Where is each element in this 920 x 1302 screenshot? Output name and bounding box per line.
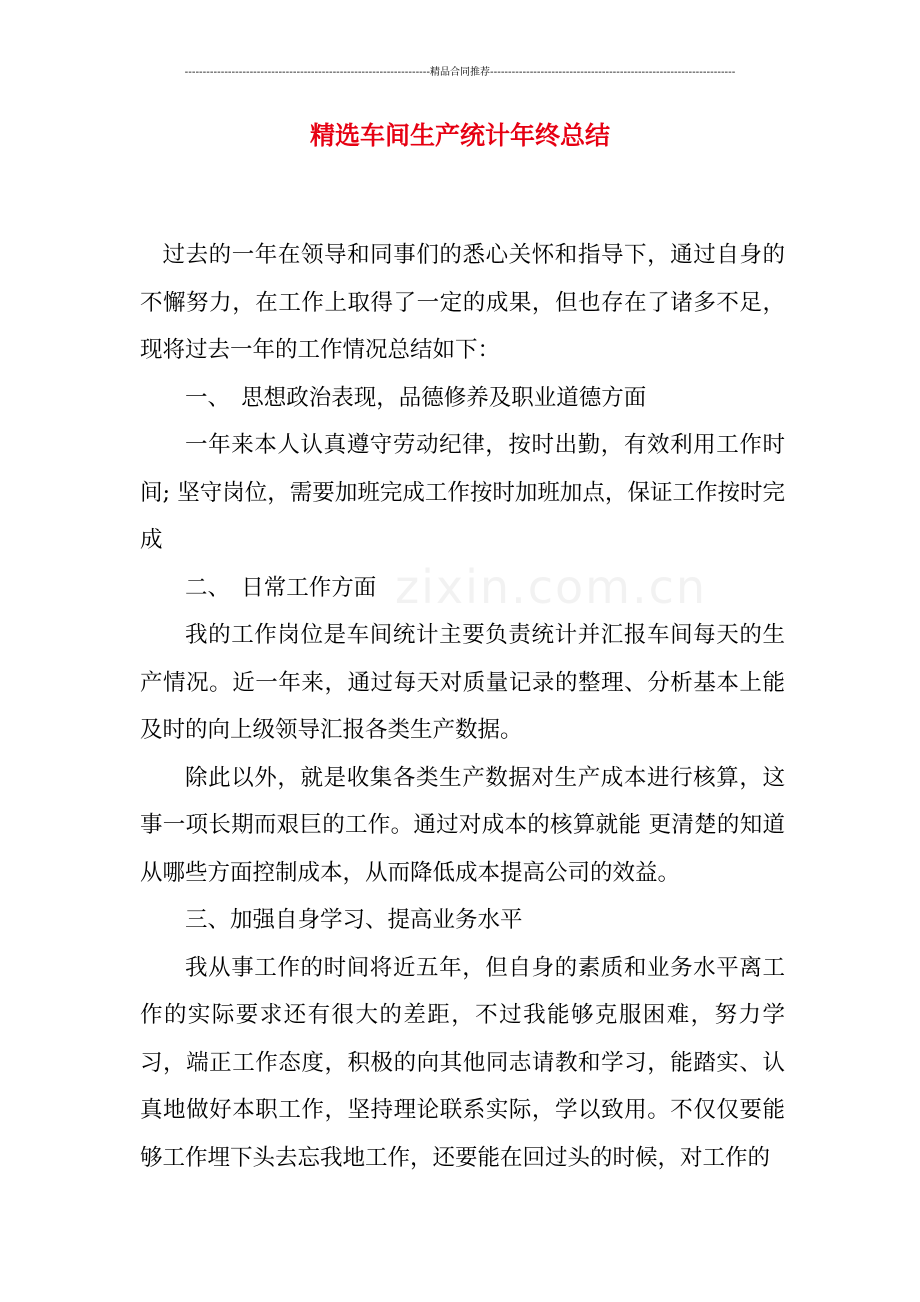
watermark: zixin.com.cn xyxy=(395,560,708,614)
paragraph-section-2a: 我的工作岗位是车间统计主要负责统计并汇报车间每天的生产情况。近一年来，通过每天对质量记录的整理、分析基本上能及时的向上级领导汇报各类生产数据。 xyxy=(140,622,785,743)
document-body xyxy=(140,232,785,1182)
paragraph-section-2b: 除此以外，就是收集各类生产数据对生产成本进行核算，这事一项长期而艰巨的工作。通过对成本的核算就能 更清楚的知道从哪些方面控制成本，从而降低成本提高公司的效益。 xyxy=(140,764,785,886)
header-right-dashes: -------------------------------------------------------------------- xyxy=(490,67,736,78)
section-heading-3: 三、加强自身学习、提高业务水平 xyxy=(185,907,523,933)
page-header-line xyxy=(140,66,780,80)
paragraph-intro: 过去的一年在领导和同事们的悉心关怀和指导下，通过自身的不懈努力，在工作上取得了一定的成果，但也存在了诸多不足，现将过去一年的工作情况总结如下： xyxy=(140,242,785,363)
paragraph-section-3: 我从事工作的时间将近五年，但自身的素质和业务水平离工作的实际要求还有很大的差距，不过我能够克服困难，努力学习，端正工作态度，积极的向其他同志请教和学习，能踏实、认真地做好本职工作，坚持理论联系实际，学以致用。不仅仅要能够工作埋下头去忘我地工作，还要能在回过头的时候，对工作的 xyxy=(140,954,785,1171)
section-heading-1: 一、 思想政治表现，品德修养及职业道德方面 xyxy=(185,384,647,411)
section-heading-2: 二、 日常工作方面 xyxy=(185,574,377,601)
header-label: 精品合同推荐 xyxy=(430,67,490,78)
paragraph-section-1: 一年来本人认真遵守劳动纪律，按时出勤，有效利用工作时间; 坚守岗位，需要加班完成工作按时加班加点，保证工作按时完成 xyxy=(140,432,785,553)
header-left-dashes: -------------------------------------------------------------------- xyxy=(184,67,430,78)
document-title: 精选车间生产统计年终总结 xyxy=(309,121,610,150)
